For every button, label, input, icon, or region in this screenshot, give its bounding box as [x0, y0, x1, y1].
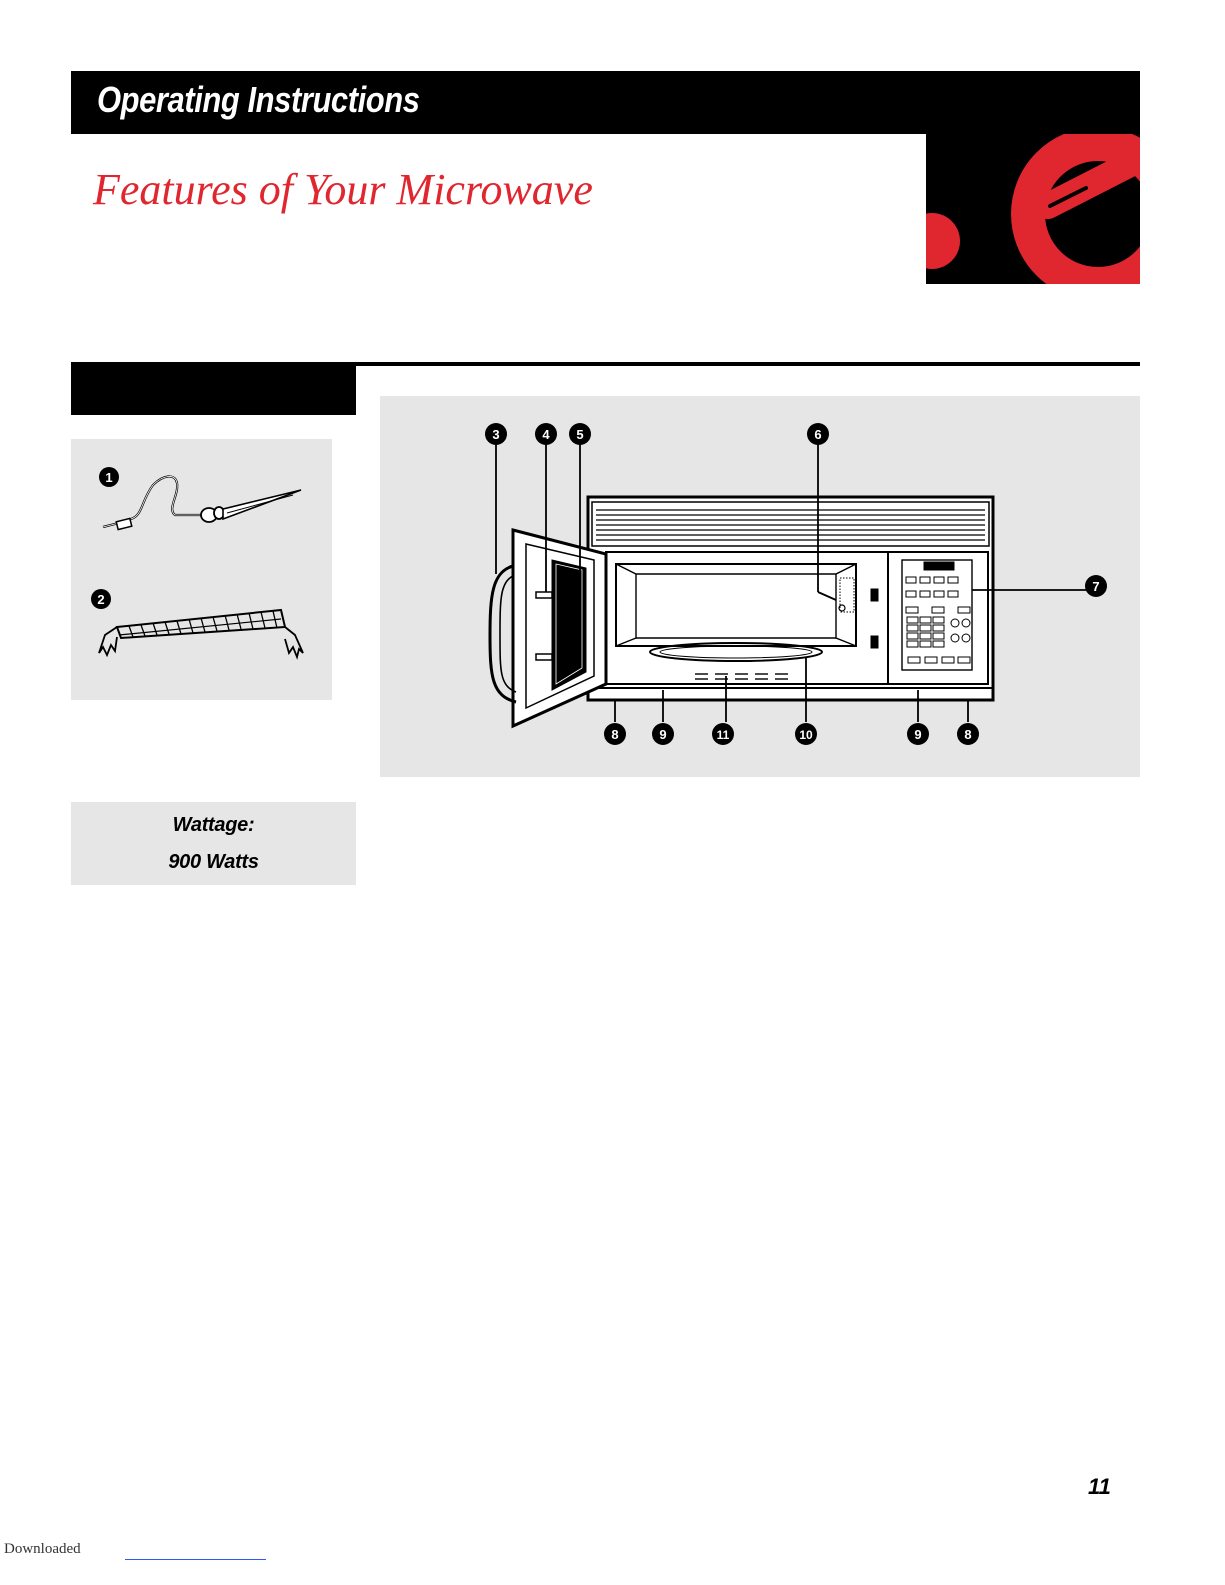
callout-6-label: 6 [814, 427, 822, 442]
callout-8-left [604, 723, 626, 745]
callout-1-label: 1 [105, 470, 113, 485]
callout-6 [807, 423, 829, 445]
wattage-value: 900 Watts [168, 851, 259, 873]
microwave-diagram [380, 396, 1140, 777]
logo-dot [926, 213, 960, 269]
callout-8-right-label: 8 [964, 727, 972, 742]
brand-logo [926, 134, 1140, 284]
callout-11-label: 11 [716, 728, 730, 742]
callout-8-left-label: 8 [611, 727, 619, 742]
wattage-label: Wattage: [172, 814, 255, 836]
callout-11 [712, 723, 734, 745]
page-number: 11 [1088, 1474, 1111, 1499]
header-title: Operating Instructions [97, 79, 420, 120]
footer-downloaded-text: Downloaded [4, 1541, 81, 1557]
callout-4-label: 4 [542, 427, 550, 442]
footer-link[interactable] [125, 1559, 266, 1560]
callout-10 [795, 723, 817, 745]
callout-8-right [957, 723, 979, 745]
microwave-diagram-panel [380, 396, 1140, 777]
callout-5-label: 5 [576, 427, 584, 442]
temperature-probe-illustration [103, 476, 301, 529]
callout-2-label: 2 [97, 592, 105, 607]
callout-7 [1085, 575, 1107, 597]
wire-rack-illustration [99, 610, 303, 657]
callout-9-left [652, 723, 674, 745]
callout-10-label: 10 [799, 728, 813, 742]
callout-9-right [907, 723, 929, 745]
callout-9-left-label: 9 [659, 727, 667, 742]
page-title: Features of Your Microwave [93, 165, 593, 214]
microwave-body [588, 497, 993, 700]
accessories-panel [71, 439, 332, 700]
callout-4 [535, 423, 557, 445]
callout-9-right-label: 9 [914, 727, 922, 742]
header-bar [71, 71, 1140, 134]
callout-3-label: 3 [492, 427, 500, 442]
callout-3 [485, 423, 507, 445]
callout-1 [99, 467, 119, 487]
callout-7-label: 7 [1092, 579, 1100, 594]
wattage-box [71, 802, 356, 885]
callout-2 [91, 589, 111, 609]
callout-5 [569, 423, 591, 445]
section-tab [71, 362, 356, 415]
